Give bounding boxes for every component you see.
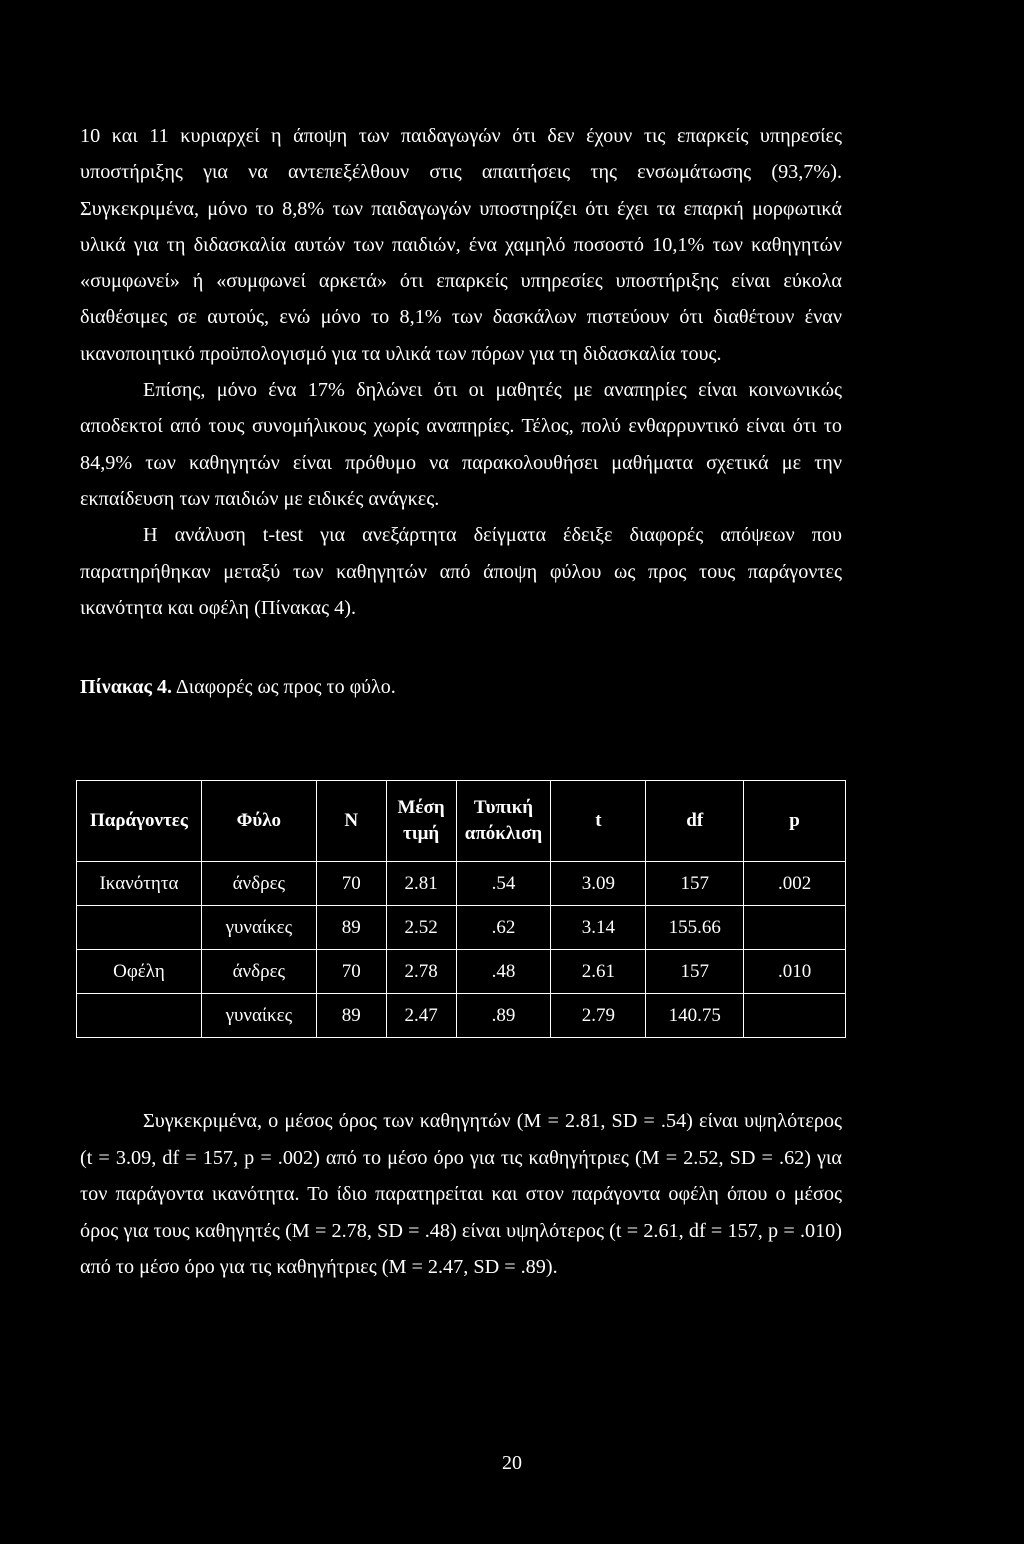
cell-factor [77, 906, 202, 950]
cell-mean: 2.47 [386, 994, 456, 1038]
cell-gender: άνδρες [201, 950, 316, 994]
body-text [80, 118, 842, 702]
page-number: 20 [502, 1452, 522, 1474]
cell-n: 89 [316, 994, 386, 1038]
cell-t: 2.79 [551, 994, 646, 1038]
cell-sd: .48 [456, 950, 551, 994]
cell-n: 89 [316, 906, 386, 950]
header-p: p [744, 781, 846, 862]
cell-p: .010 [744, 950, 846, 994]
header-n: N [316, 781, 386, 862]
cell-sd: .62 [456, 906, 551, 950]
table-caption [80, 672, 842, 702]
table-row [77, 906, 846, 950]
cell-p [744, 994, 846, 1038]
cell-gender: γυναίκες [201, 994, 316, 1038]
cell-factor: Οφέλη [77, 950, 202, 994]
cell-t: 2.61 [551, 950, 646, 994]
cell-df: 157 [646, 862, 744, 906]
table-caption-label: Πίνακας 4. [80, 676, 172, 699]
cell-df: 140.75 [646, 994, 744, 1038]
cell-p [744, 906, 846, 950]
cell-t: 3.09 [551, 862, 646, 906]
summary-paragraph: Συγκεκριμένα, ο μέσος όρος των καθηγητών (M = 2.81, SD = .54) είναι υψηλότερος (t = 3.09, df = 157, p = .002) από το μέσο όρο για τις καθηγήτριες (M = 2.52, SD = .62) για τον παράγοντα ικανότητα. Το ίδιο παρατηρείται και στον παράγοντα οφέλη όπου ο μέσος όρος για τους καθηγητές (M = 2.78, SD = .48) είναι υψηλότερος (t = 2.61, df = 157, p = .010) από το μέσο όρο για τις καθηγήτριες (M = 2.47, SD = .89). [80, 1110, 842, 1278]
paragraph-2: Επίσης, μόνο ένα 17% δηλώνει ότι οι μαθητές με αναπηρίες είναι κοινωνικώς αποδεκτοί από τους συνομήλικους χωρίς αναπηρίες. Τέλος, πολύ ενθαρρυντικό είναι ότι το 84,9% των καθηγητών είναι πρόθυμο να παρακολουθήσει μαθήματα σχετικά με την εκπαίδευση των παιδιών με ειδικές ανάγκες. [80, 379, 842, 510]
results-table [76, 780, 846, 1038]
paragraph-1: 10 και 11 κυριαρχεί η άποψη των παιδαγωγών ότι δεν έχουν τις επαρκείς υπηρεσίες υποστήριξης για να αντεπεξέλθουν στις απαιτήσεις της ενσωμάτωσης (93,7%). Συγκεκριμένα, μόνο το 8,8% των παιδαγωγών υποστηρίζει ότι έχει τα επαρκή μορφωτικά υλικά για τη διδασκαλία αυτών των παιδιών, ένα χαμηλό ποσοστό 10,1% των καθηγητών «συμφωνεί» ή «συμφωνεί αρκετά» ότι επαρκείς υπηρεσίες υποστήριξης είναι εύκολα διαθέσιμες σε αυτούς, ενώ μόνο το 8,1% των δασκάλων πιστεύουν ότι διαθέτουν έναν ικανοποιητικό προϋπολογισμό για τα υλικά των πόρων για τη διδασκαλία τους. [80, 125, 842, 365]
cell-sd: .54 [456, 862, 551, 906]
table-caption-text: Διαφορές ως προς το φύλο. [171, 676, 396, 699]
table-header-row [77, 781, 846, 862]
header-df: df [646, 781, 744, 862]
cell-t: 3.14 [551, 906, 646, 950]
cell-mean: 2.52 [386, 906, 456, 950]
cell-gender: γυναίκες [201, 906, 316, 950]
cell-factor [77, 994, 202, 1038]
table-row [77, 950, 846, 994]
cell-mean: 2.78 [386, 950, 456, 994]
cell-gender: άνδρες [201, 862, 316, 906]
table-row [77, 994, 846, 1038]
cell-n: 70 [316, 862, 386, 906]
paragraph-3: Η ανάλυση t-test για ανεξάρτητα δείγματα έδειξε διαφορές απόψεων που παρατηρήθηκαν μεταξύ των καθηγητών από άποψη φύλου ως προς τους παράγοντες ικανότητα και οφέλη (Πίνακας 4). [80, 524, 842, 619]
summary-text [80, 1103, 842, 1286]
cell-sd: .89 [456, 994, 551, 1038]
cell-p: .002 [744, 862, 846, 906]
header-sd: Τυπική απόκλιση [456, 781, 551, 862]
cell-df: 157 [646, 950, 744, 994]
header-factors: Παράγοντες [77, 781, 202, 862]
header-mean: Μέση τιμή [386, 781, 456, 862]
header-gender: Φύλο [201, 781, 316, 862]
cell-factor: Ικανότητα [77, 862, 202, 906]
cell-mean: 2.81 [386, 862, 456, 906]
header-t: t [551, 781, 646, 862]
cell-n: 70 [316, 950, 386, 994]
cell-df: 155.66 [646, 906, 744, 950]
table-row [77, 862, 846, 906]
